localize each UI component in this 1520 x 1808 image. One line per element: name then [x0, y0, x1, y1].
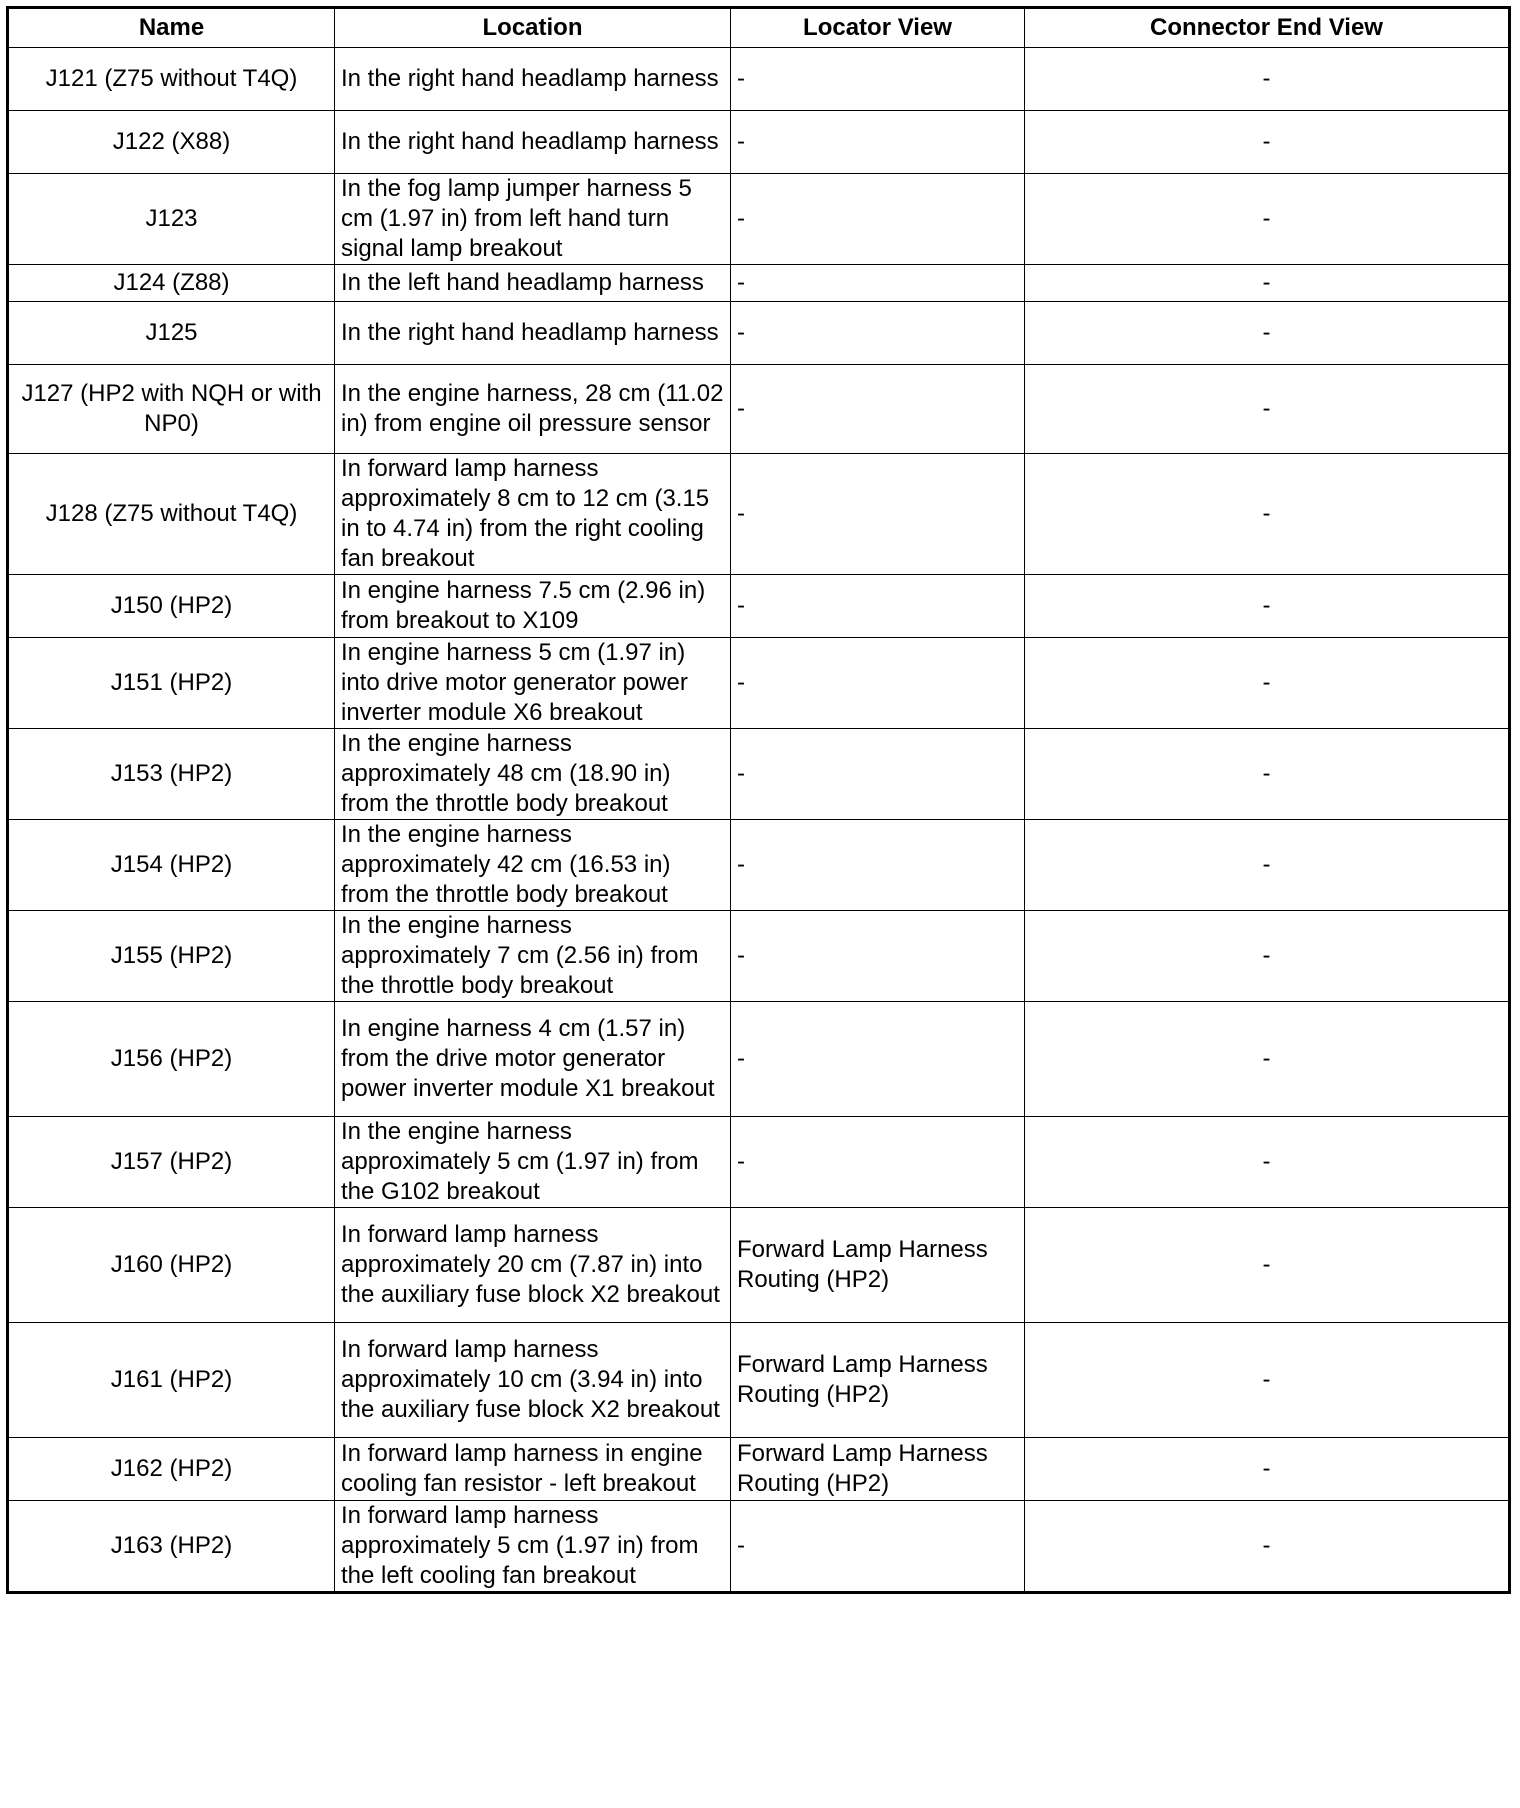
- table-row: [8, 729, 1510, 820]
- cell-name: J123: [8, 174, 335, 265]
- cell-location: In forward lamp harness approximately 8 cm to 12 cm (3.15 in to 4.74 in) from the right cooling fan breakout: [335, 454, 731, 575]
- cell-locator-view: Forward Lamp Harness Routing (HP2): [731, 1438, 1025, 1501]
- table-row: [8, 1117, 1510, 1208]
- cell-locator-view: -: [731, 365, 1025, 454]
- cell-locator-view: Forward Lamp Harness Routing (HP2): [731, 1323, 1025, 1438]
- cell-name: J160 (HP2): [8, 1208, 335, 1323]
- cell-name: J153 (HP2): [8, 729, 335, 820]
- cell-connector-end-view: -: [1025, 638, 1510, 729]
- cell-location: In engine harness 4 cm (1.57 in) from the drive motor generator power inverter module X1 breakout: [335, 1002, 731, 1117]
- cell-locator-view: -: [731, 48, 1025, 111]
- cell-connector-end-view: -: [1025, 302, 1510, 365]
- cell-name: J154 (HP2): [8, 820, 335, 911]
- header-location: Location: [335, 8, 731, 48]
- cell-connector-end-view: -: [1025, 1438, 1510, 1501]
- cell-connector-end-view: -: [1025, 1208, 1510, 1323]
- cell-connector-end-view: -: [1025, 1002, 1510, 1117]
- cell-location: In the engine harness approximately 42 cm (16.53 in) from the throttle body breakout: [335, 820, 731, 911]
- cell-connector-end-view: -: [1025, 48, 1510, 111]
- cell-locator-view: -: [731, 820, 1025, 911]
- cell-location: In engine harness 5 cm (1.97 in) into drive motor generator power inverter module X6 breakout: [335, 638, 731, 729]
- cell-connector-end-view: -: [1025, 729, 1510, 820]
- cell-connector-end-view: -: [1025, 820, 1510, 911]
- table-row: [8, 111, 1510, 174]
- table-row: [8, 1501, 1510, 1593]
- cell-locator-view: -: [731, 1117, 1025, 1208]
- cell-name: J163 (HP2): [8, 1501, 335, 1593]
- cell-location: In the fog lamp jumper harness 5 cm (1.97 in) from left hand turn signal lamp breakout: [335, 174, 731, 265]
- cell-locator-view: -: [731, 638, 1025, 729]
- cell-locator-view: -: [731, 265, 1025, 302]
- cell-location: In the right hand headlamp harness: [335, 302, 731, 365]
- table-header-row: [8, 8, 1510, 48]
- cell-location: In the engine harness approximately 48 cm (18.90 in) from the throttle body breakout: [335, 729, 731, 820]
- cell-locator-view: -: [731, 729, 1025, 820]
- cell-name: J155 (HP2): [8, 911, 335, 1002]
- cell-connector-end-view: -: [1025, 911, 1510, 1002]
- table-row: [8, 1002, 1510, 1117]
- cell-name: J161 (HP2): [8, 1323, 335, 1438]
- cell-location: In forward lamp harness approximately 20 cm (7.87 in) into the auxiliary fuse block X2 breakout: [335, 1208, 731, 1323]
- header-connector-end-view: Connector End View: [1025, 8, 1510, 48]
- connector-table: [6, 6, 1511, 1594]
- cell-connector-end-view: -: [1025, 265, 1510, 302]
- cell-location: In engine harness 7.5 cm (2.96 in) from breakout to X109: [335, 575, 731, 638]
- table-row: [8, 454, 1510, 575]
- cell-name: J150 (HP2): [8, 575, 335, 638]
- cell-locator-view: -: [731, 911, 1025, 1002]
- cell-location: In forward lamp harness in engine cooling fan resistor - left breakout: [335, 1438, 731, 1501]
- cell-name: J124 (Z88): [8, 265, 335, 302]
- cell-name: J151 (HP2): [8, 638, 335, 729]
- cell-name: J162 (HP2): [8, 1438, 335, 1501]
- header-locator-view: Locator View: [731, 8, 1025, 48]
- cell-connector-end-view: -: [1025, 174, 1510, 265]
- table-row: [8, 911, 1510, 1002]
- cell-locator-view: -: [731, 454, 1025, 575]
- table-row: [8, 1438, 1510, 1501]
- table-row: [8, 302, 1510, 365]
- cell-location: In the engine harness approximately 7 cm (2.56 in) from the throttle body breakout: [335, 911, 731, 1002]
- table-row: [8, 1323, 1510, 1438]
- cell-location: In forward lamp harness approximately 10 cm (3.94 in) into the auxiliary fuse block X2 breakout: [335, 1323, 731, 1438]
- cell-locator-view: -: [731, 174, 1025, 265]
- cell-name: J157 (HP2): [8, 1117, 335, 1208]
- cell-location: In the engine harness, 28 cm (11.02 in) from engine oil pressure sensor: [335, 365, 731, 454]
- table-row: [8, 575, 1510, 638]
- cell-name: J121 (Z75 without T4Q): [8, 48, 335, 111]
- cell-name: J128 (Z75 without T4Q): [8, 454, 335, 575]
- cell-name: J125: [8, 302, 335, 365]
- table-row: [8, 48, 1510, 111]
- cell-location: In the right hand headlamp harness: [335, 111, 731, 174]
- table-row: [8, 638, 1510, 729]
- cell-connector-end-view: -: [1025, 1117, 1510, 1208]
- cell-name: J127 (HP2 with NQH or with NP0): [8, 365, 335, 454]
- cell-connector-end-view: -: [1025, 454, 1510, 575]
- table-row: [8, 1208, 1510, 1323]
- cell-location: In the right hand headlamp harness: [335, 48, 731, 111]
- cell-connector-end-view: -: [1025, 365, 1510, 454]
- table-row: [8, 365, 1510, 454]
- cell-connector-end-view: -: [1025, 575, 1510, 638]
- cell-locator-view: -: [731, 111, 1025, 174]
- cell-locator-view: -: [731, 302, 1025, 365]
- header-name: Name: [8, 8, 335, 48]
- cell-locator-view: Forward Lamp Harness Routing (HP2): [731, 1208, 1025, 1323]
- cell-location: In the engine harness approximately 5 cm (1.97 in) from the G102 breakout: [335, 1117, 731, 1208]
- cell-connector-end-view: -: [1025, 111, 1510, 174]
- cell-connector-end-view: -: [1025, 1501, 1510, 1593]
- cell-location: In forward lamp harness approximately 5 cm (1.97 in) from the left cooling fan breakout: [335, 1501, 731, 1593]
- cell-connector-end-view: -: [1025, 1323, 1510, 1438]
- table-row: [8, 174, 1510, 265]
- cell-locator-view: -: [731, 1501, 1025, 1593]
- cell-locator-view: -: [731, 1002, 1025, 1117]
- cell-name: J156 (HP2): [8, 1002, 335, 1117]
- cell-name: J122 (X88): [8, 111, 335, 174]
- table-row: [8, 820, 1510, 911]
- table-row: [8, 265, 1510, 302]
- cell-locator-view: -: [731, 575, 1025, 638]
- cell-location: In the left hand headlamp harness: [335, 265, 731, 302]
